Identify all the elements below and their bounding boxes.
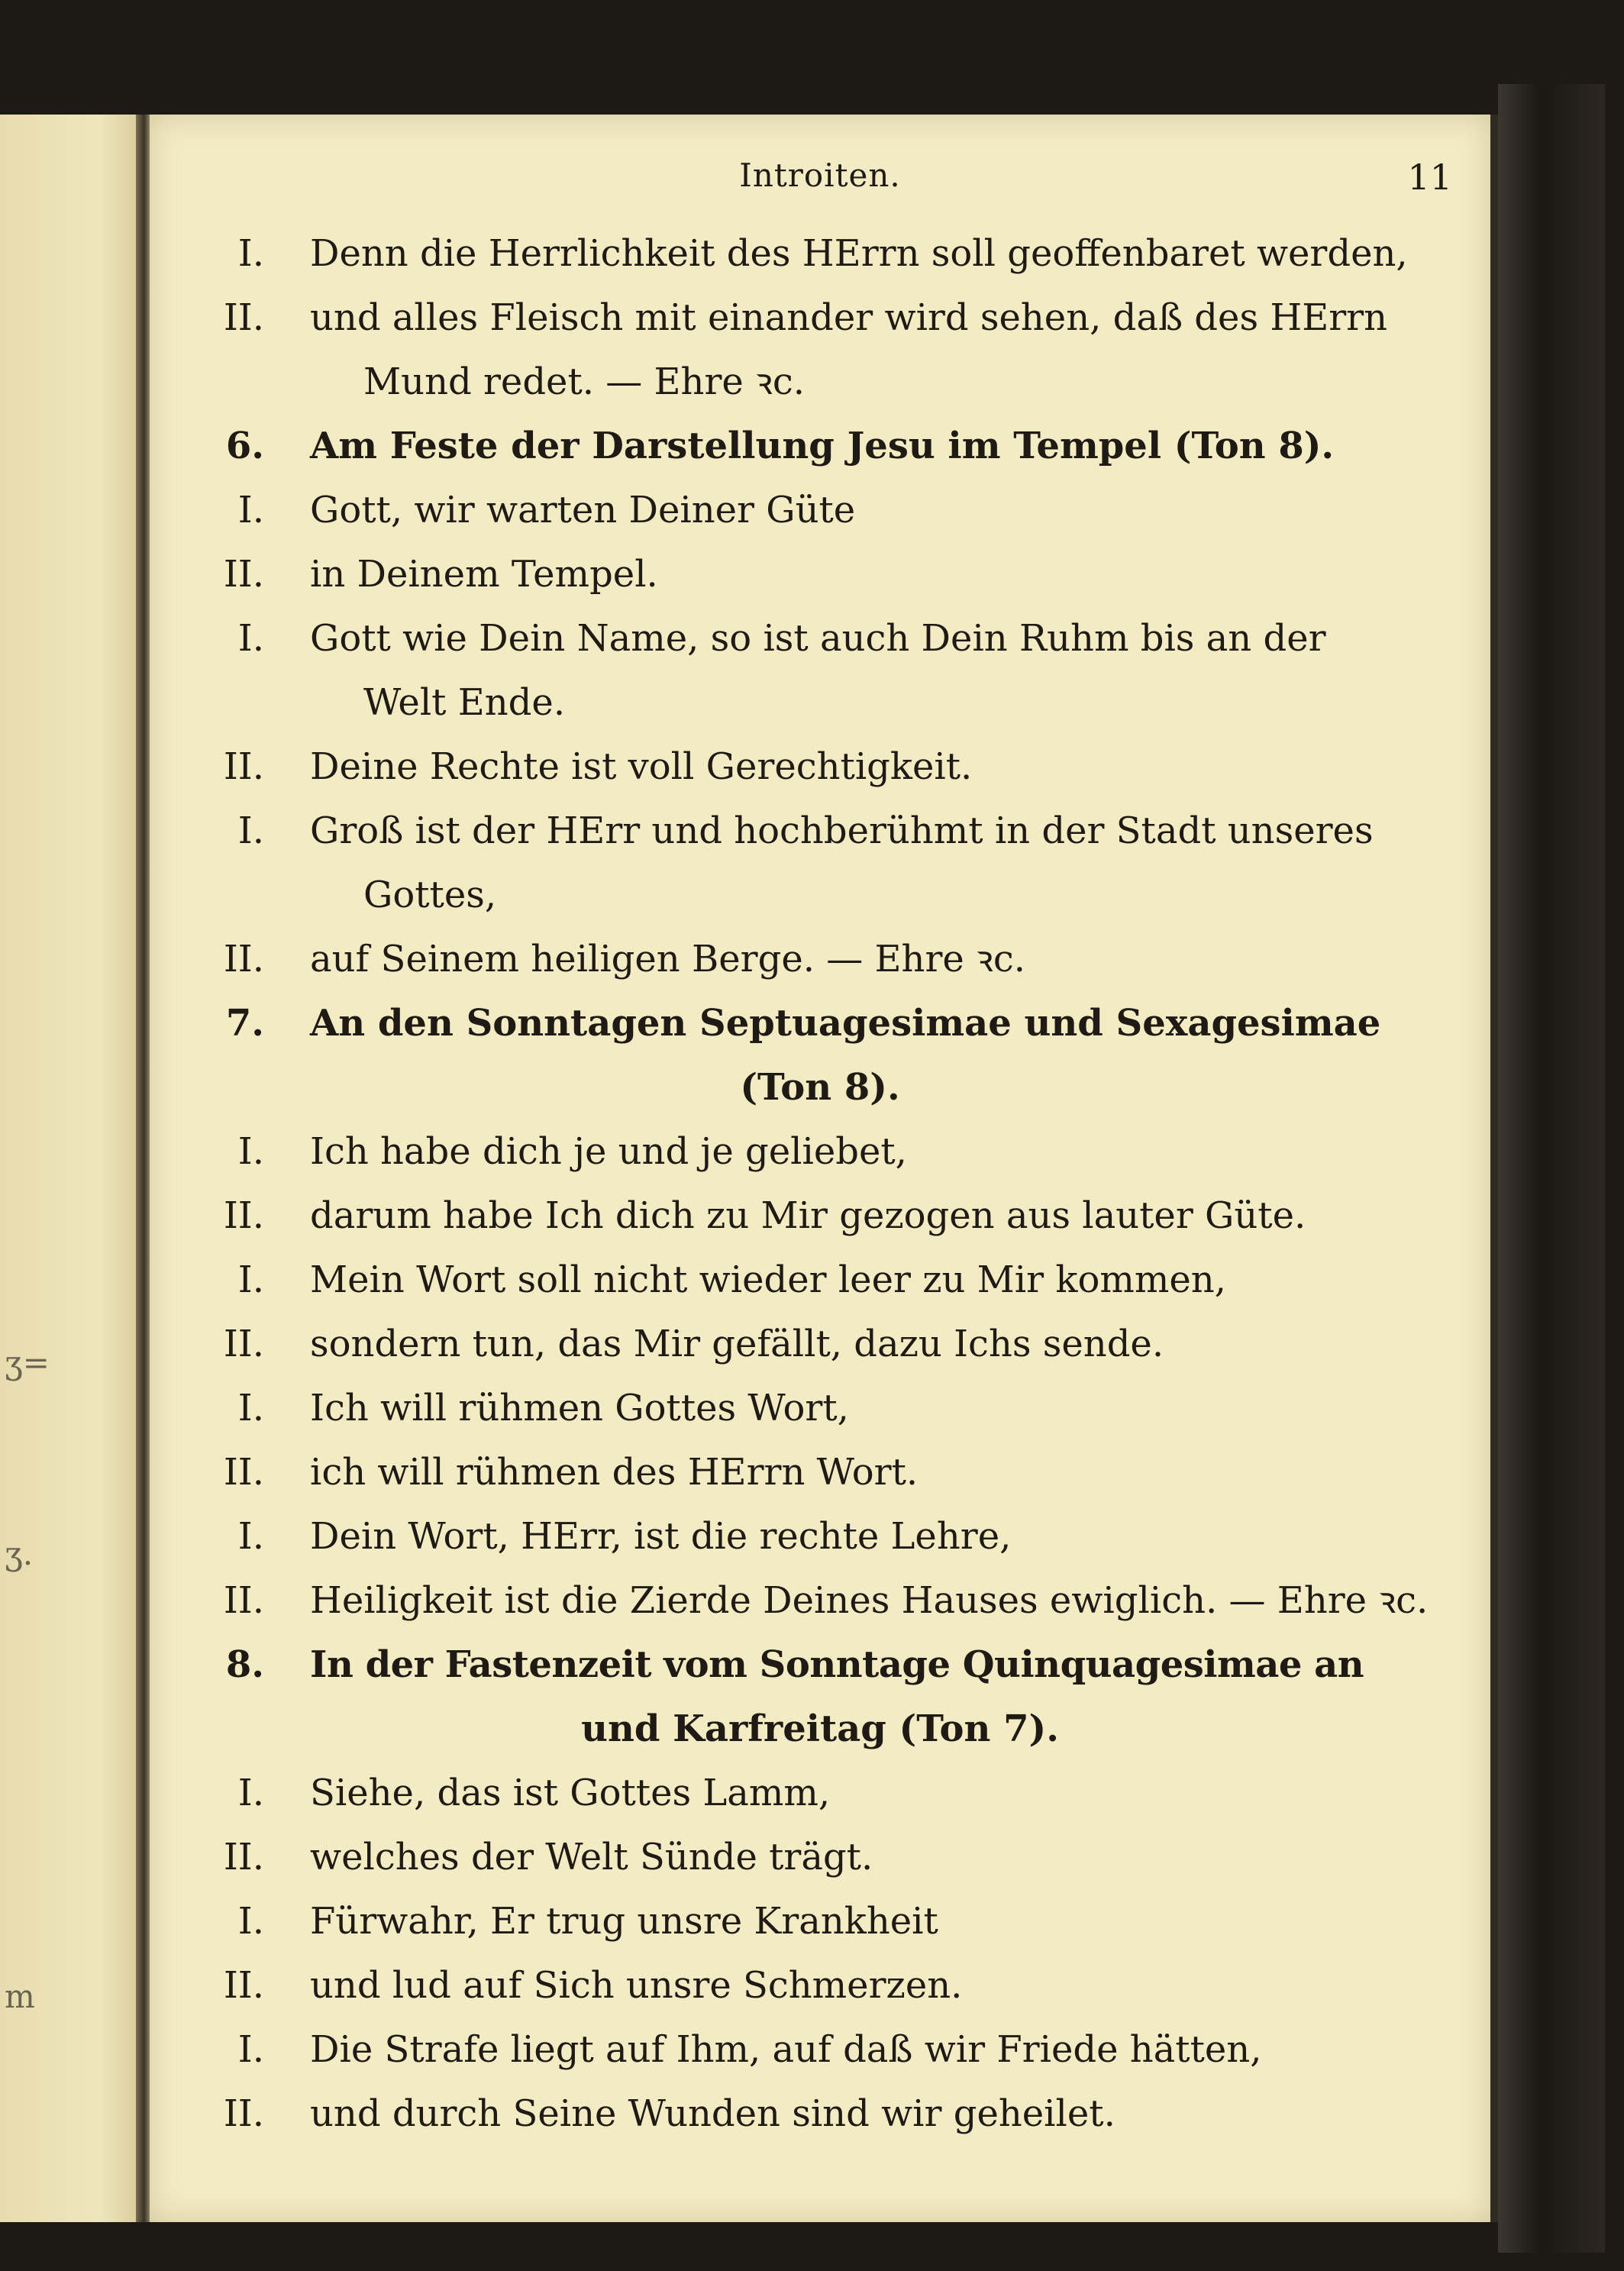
line-text: auf Seinem heiligen Berge. — Ehre ꝛc. [310,938,1025,980]
section-heading [150,1633,1490,1697]
line-text: Gottes, [363,874,497,916]
text-line [150,1248,1490,1312]
line-label: II. [223,1194,264,1237]
left-page-fragment: ʒ. [5,1535,34,1572]
text-line [150,1184,1490,1248]
line-text: In der Fastenzeit vom Sonntage Quinquagesimae an [310,1643,1364,1686]
line-text: Die Strafe liegt auf Ihm, auf daß wir Friede hätten, [310,2028,1262,2071]
line-label: I. [237,1130,264,1173]
line-label: I. [237,1900,264,1943]
text-line [150,1440,1490,1504]
line-text: Heiligkeit ist die Zierde Deines Hauses ewiglich. — Ehre ꝛc. [310,1579,1429,1622]
left-page-fragment: m [5,1978,35,2015]
line-text: Gott wie Dein Name, so ist auch Dein Ruhm bis an der [310,617,1326,660]
text-line [150,1761,1490,1825]
text-line [150,1376,1490,1440]
line-text: Siehe, das ist Gottes Lamm, [310,1772,831,1814]
text-line [150,1119,1490,1184]
line-text: Deine Rechte ist voll Gerechtigkeit. [310,745,973,788]
line-text: (Ton 8). [740,1066,900,1109]
line-text: Dein Wort, HErr, ist die rechte Lehre, [310,1515,1012,1558]
line-label: II. [223,2092,264,2135]
line-label: 8. [225,1643,264,1686]
line-text: Fürwahr, Er trug unsre Krankheit [310,1900,938,1943]
text-line [150,286,1490,350]
text-line [150,735,1490,799]
book-gutter [136,115,150,2222]
line-text: Am Feste der Darstellung Jesu im Tempel (Ton 8). [310,425,1335,467]
text-line [150,2082,1490,2146]
section-heading [150,1697,1490,1761]
text-line [150,1889,1490,1953]
text-line [150,221,1490,286]
text-line [150,799,1490,863]
line-label: I. [237,2028,264,2071]
line-text: Gott, wir warten Deiner Güte [310,489,856,531]
text-line [150,1312,1490,1376]
line-label: I. [237,489,264,531]
line-text: ich will rühmen des HErrn Wort. [310,1451,919,1494]
left-page-fragment: ʒ= [5,1344,50,1381]
text-line [150,1504,1490,1568]
line-text: An den Sonntagen Septuagesimae und Sexagesimae [310,1002,1381,1045]
text-line [150,606,1490,670]
line-label: I. [237,617,264,660]
line-text: Mein Wort soll nicht wieder leer zu Mir kommen, [310,1258,1226,1301]
line-label: 6. [225,425,264,467]
line-text: und Karfreitag (Ton 7). [581,1707,1059,1750]
page-header [150,157,1490,218]
line-label: II. [223,1964,264,2007]
line-label: I. [237,809,264,852]
line-label: II. [223,1451,264,1494]
text-line [150,350,1490,414]
line-label: I. [237,232,264,275]
book-cover-edge [1498,84,1605,2253]
section-heading [150,991,1490,1055]
page-body [150,221,1490,2146]
line-label: II. [223,1836,264,1879]
text-line [150,2017,1490,2082]
line-text: Ich will rühmen Gottes Wort, [310,1387,849,1429]
line-label: 7. [225,1002,264,1045]
section-heading [150,414,1490,478]
text-line [150,1825,1490,1889]
line-text: Mund redet. — Ehre ꝛc. [363,360,805,403]
line-text: darum habe Ich dich zu Mir gezogen aus lauter Güte. [310,1194,1306,1237]
line-label: II. [223,553,264,596]
line-label: II. [223,1323,264,1365]
line-text: Ich habe dich je und je geliebet, [310,1130,907,1173]
running-title: Introiten. [739,157,901,194]
page-number: 11 [1407,157,1452,198]
text-line [150,927,1490,991]
text-line [150,1568,1490,1633]
line-text: und alles Fleisch mit einander wird sehen, daß des HErrn [310,296,1388,339]
line-label: II. [223,938,264,980]
text-line [150,542,1490,606]
line-label: II. [223,296,264,339]
line-label: II. [223,1579,264,1622]
line-text: sondern tun, das Mir gefällt, dazu Ichs sende. [310,1323,1164,1365]
line-text: Denn die Herrlichkeit des HErrn soll geoffenbaret werden, [310,232,1408,275]
text-line [150,863,1490,927]
line-label: I. [237,1515,264,1558]
text-line [150,670,1490,735]
line-text: Welt Ende. [363,681,566,724]
line-label: I. [237,1772,264,1814]
text-line [150,478,1490,542]
line-text: und durch Seine Wunden sind wir geheilet. [310,2092,1115,2135]
line-text: welches der Welt Sünde trägt. [310,1836,873,1879]
line-text: und lud auf Sich unsre Schmerzen. [310,1964,963,2007]
left-page-edge [0,115,141,2222]
text-line [150,1953,1490,2017]
line-text: in Deinem Tempel. [310,553,658,596]
line-label: I. [237,1387,264,1429]
line-text: Groß ist der HErr und hochberühmt in der Stadt unseres [310,809,1374,852]
line-label: II. [223,745,264,788]
line-label: I. [237,1258,264,1301]
section-heading [150,1055,1490,1119]
